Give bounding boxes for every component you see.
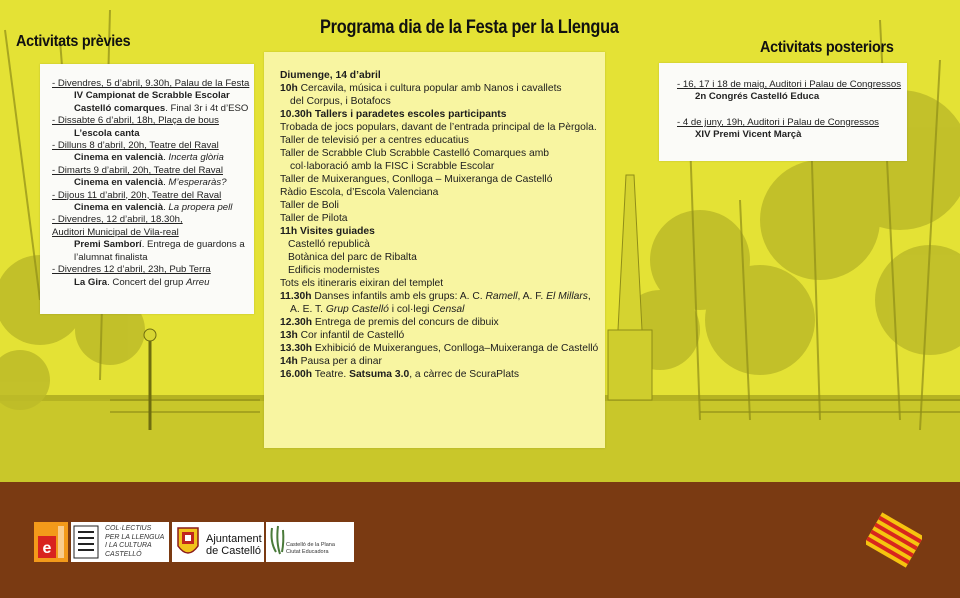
event-description: IV Campionat de Scrabble Escolar (74, 90, 230, 102)
event-description: Cinema en valencià. La propera pell (74, 202, 233, 214)
page-title: Programa dia de la Festa per la Llengua (320, 17, 619, 38)
event-description: 2n Congrés Castelló Educa (695, 91, 820, 103)
previous-event (52, 214, 254, 264)
event-venue: Auditori Municipal de Vila-real (52, 226, 179, 238)
logo-text-line: COL·LECTIUS (105, 525, 152, 532)
program-item: A. E. T. Grup Castelló i col·legi Censal (290, 304, 465, 315)
event-description: La Gira. Concert del grup Arreu (74, 276, 210, 288)
logo-text-line: Ciutat Educadora (286, 548, 329, 555)
event-date: - Dimarts 9 d’abril, 20h, Teatre del Raval (52, 164, 223, 176)
program-item: Botànica del parc de Ribalta (288, 252, 417, 263)
later-activities-panel (659, 63, 907, 161)
program-panel (264, 52, 605, 448)
program-day: Diumenge, 14 d’abril (280, 70, 381, 81)
event-date: - Divendres 12 d’abril, 23h, Pub Terra (52, 264, 211, 276)
event-description: XIV Premi Vicent Marçà (695, 129, 802, 141)
later-activities-heading: Activitats posteriors (760, 39, 894, 56)
event-description: Castelló comarques. Final 3r i 4t d’ESO (74, 102, 249, 114)
previous-activities-list (40, 64, 254, 289)
logo-text-line: PER LA LLENGUA (105, 533, 165, 541)
event-date: - Dissabte 6 d’abril, 18h, Plaça de bous (52, 115, 219, 127)
program-item: 10.30h Tallers i paradetes escoles participants (280, 109, 507, 120)
event-description: L’escola canta (74, 127, 140, 139)
program-item: 10h Cercavila, música i cultura popular amb Nanos i cavallets (280, 83, 562, 94)
program-item: Taller de televisió per a centres educatius (280, 135, 469, 146)
svg-text:e: e (42, 540, 52, 557)
previous-event (52, 165, 254, 190)
castello-label: de Castelló (206, 545, 262, 557)
ciutat-educadora-logo (266, 522, 354, 562)
program-item: del Corpus, i Botafocs (290, 96, 391, 107)
program-item: Ràdio Escola, d’Escola Valenciana (280, 187, 439, 198)
event-date: - 16, 17 i 18 de maig, Auditori i Palau de Congressos (677, 79, 901, 90)
program-item: Taller de Scrabble Club Scrabble Castelló Comarques amb (280, 148, 549, 159)
col-lectius-text (105, 525, 164, 559)
previous-activities-panel (40, 64, 254, 314)
program-item: Taller de Boli (280, 200, 339, 211)
program-item: 16.00h Teatre. Satsuma 3.0, a càrrec de ScuraPlats (280, 369, 520, 380)
previous-activities-heading: Activitats prèvies (16, 33, 131, 50)
event-description: Premi Samborí. Entrega de guardons a (74, 239, 245, 251)
program-list (280, 82, 605, 381)
program-item: 11h Visites guiades (280, 226, 375, 237)
event-description: l’alumnat finalista (74, 251, 148, 263)
program-item: 14h Pausa per a dinar (280, 356, 382, 367)
event-date: - Divendres, 5 d’abril, 9.30h, Palau de la Festa (52, 78, 250, 89)
event-date: - Dilluns 8 d’abril, 20h, Teatre del Raval (52, 140, 219, 152)
senyera-flag-icon (866, 512, 922, 568)
previous-event (52, 190, 254, 215)
event-description: Cinema en valencià. Incerta glòria (74, 152, 224, 164)
program-item: Tots els itineraris eixiran del templet (280, 278, 444, 289)
event-description: Cinema en valencià. M’esperaràs? (74, 177, 227, 189)
previous-event (52, 78, 254, 115)
ajuntament-label: Ajuntament (206, 533, 262, 545)
logo-text-line: Castelló de la Plana (286, 542, 335, 548)
program-item: 11.30h Danses infantils amb els grups: A. C. Ramell, A. F. El Millars, (280, 291, 591, 302)
program-item: 13.30h Exhibició de Muixerangues, Conlloga–Muixeranga de Castelló (280, 343, 599, 354)
program-item: Castelló republicà (288, 239, 370, 250)
event-date: - Dijous 11 d’abril, 20h, Teatre del Raval (52, 189, 222, 201)
previous-event (52, 115, 254, 140)
later-activities-list (659, 63, 907, 142)
logo-text-line: I LA CULTURA (105, 542, 152, 549)
later-event (677, 117, 907, 142)
previous-event (52, 140, 254, 165)
program-item: 13h Cor infantil de Castelló (280, 330, 405, 341)
col-lectius-logo (71, 522, 169, 562)
program-item: Trobada de jocs populars, davant de l’entrada principal de la Pèrgola. (280, 122, 597, 133)
later-event (677, 79, 907, 104)
program-item: Taller de Muixerangues, Conlloga – Muixeranga de Castelló (280, 174, 553, 185)
escola-valenciana-logo (34, 522, 68, 562)
program-item: col·laboració amb la FISC i Scrabble Escolar (290, 161, 495, 172)
event-date: - Divendres, 12 d’abril, 18.30h, (52, 214, 183, 226)
program-item: Taller de Pilota (280, 213, 348, 224)
program-item: Edificis modernistes (288, 265, 380, 276)
ajuntament-castello-logo (172, 522, 264, 562)
event-date: - 4 de juny, 19h, Auditori i Palau de Congressos (677, 116, 879, 128)
logo-text-line: CASTELLÓ (105, 550, 142, 558)
previous-event (52, 264, 254, 289)
program-item: 12.30h Entrega de premis del concurs de dibuix (280, 317, 499, 328)
